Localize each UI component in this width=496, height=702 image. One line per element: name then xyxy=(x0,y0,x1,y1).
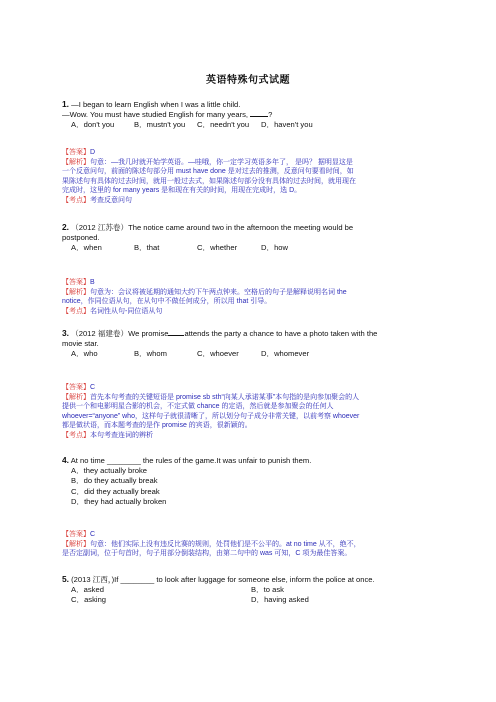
options xyxy=(71,243,442,253)
point-text: 考查反意问句 xyxy=(90,196,132,204)
option-c: C．did they actually break xyxy=(71,486,160,496)
document-title: 英语特殊句式试题 xyxy=(206,75,290,86)
point-tag: 【考点】 xyxy=(62,307,90,315)
answer-blank xyxy=(250,116,268,117)
answer-blank xyxy=(168,335,184,336)
question-number: 3. xyxy=(62,328,69,338)
option-b: B．whom xyxy=(134,349,167,359)
analysis-tag: 【解析】 xyxy=(62,393,90,401)
option-a: A．who xyxy=(71,349,98,359)
answer-block-4 xyxy=(62,530,442,559)
options xyxy=(71,120,442,130)
analysis-line: 是否定副词，位于句首时，句子用部分倒装结构，由第二句中的 was 可知，C 项为最佳答案。 xyxy=(62,550,352,558)
point-text: 名词性从句-同位语从句 xyxy=(90,307,163,315)
answer-tag: 【答案】 xyxy=(62,279,90,286)
option-d: D．they had actually broken xyxy=(71,496,167,506)
analysis-line: 完成时，这里的 for many years 是和现在有关的时间，用现在完成时，选 D。 xyxy=(62,187,302,195)
analysis-line: notice，作同位语从句，在从句中不做任何成分，所以用 that 引导。 xyxy=(62,298,272,306)
option-b: B．to ask xyxy=(251,585,284,595)
answer-value: C xyxy=(90,531,96,538)
analysis-tag: 【解析】 xyxy=(62,158,90,166)
answer-tag: 【答案】 xyxy=(62,149,90,156)
option-a: A．don't you xyxy=(71,120,115,130)
answer-value: D xyxy=(90,149,96,156)
answer-block-2 xyxy=(62,278,442,316)
answer-tag: 【答案】 xyxy=(62,531,90,538)
analysis-line: 句意：他们实际上没有违反比赛的规则，处罚他们是不公平的。at no time 从不，绝不， xyxy=(90,540,361,548)
question-stem-line2: postponed. xyxy=(62,233,100,243)
option-d: D．how xyxy=(261,243,289,253)
question-number: 4. xyxy=(62,455,69,465)
option-a: A．when xyxy=(71,243,102,253)
question-stem-line2: movie star. xyxy=(62,339,99,349)
option-b: B．mustn't you xyxy=(134,120,186,130)
analysis-line: 一个反意问句，前面的陈述句部分用 must have done 是对过去的推测，反意问句要看时间，如 xyxy=(62,168,354,176)
question-2 xyxy=(62,222,442,254)
analysis-line: 果陈述句有具体的过去时间，就用一般过去式，如果陈述句部分没有具体的过去时间，就用现在 xyxy=(62,177,356,185)
option-a: A．they actually broke xyxy=(71,466,147,476)
option-a: A．asked xyxy=(71,585,104,595)
point-tag: 【考点】 xyxy=(62,196,90,204)
option-c: C．whether xyxy=(197,243,238,253)
option-d: D．having asked xyxy=(251,595,309,605)
option-b: B．that xyxy=(134,243,160,253)
analysis-tag: 【解析】 xyxy=(62,288,90,296)
question-stem: （2012 江苏卷）The notice came around two in the afternoon the meeting would be xyxy=(71,223,354,232)
options xyxy=(71,585,442,605)
answer-value: B xyxy=(90,279,95,286)
question-stem-cont: attends the party a chance to have a photo taken with the xyxy=(184,329,378,338)
answer-block-1 xyxy=(62,148,442,206)
option-c: C．whoever xyxy=(197,349,239,359)
question-1 xyxy=(62,99,442,131)
point-text: 本句考查连词的辨析 xyxy=(90,431,153,439)
question-3 xyxy=(62,328,442,360)
answer-value: C xyxy=(90,384,96,391)
option-b: B．do they actually break xyxy=(71,476,158,486)
analysis-tag: 【解析】 xyxy=(62,540,90,548)
question-stem: (2013 江西，)If ________ to look after luggage for someone else, inform the police at once. xyxy=(71,575,375,584)
question-stem-line2: —Wow. You must have studied English for many years, xyxy=(62,110,251,120)
option-d: D．haven't you xyxy=(261,120,313,130)
option-c: C．asking xyxy=(71,595,107,605)
question-4 xyxy=(62,455,442,507)
analysis-line: 首先本句考查的关键短语是 promise sb sth“向某人承诺某事”本句指的是向参加聚会的人 xyxy=(90,393,360,401)
question-mark: ? xyxy=(268,110,273,120)
question-stem: （2012 福建卷）We promise xyxy=(71,329,169,338)
analysis-line: 都是做状语，而本题考查的是作 promise 的宾语，很新颖的。 xyxy=(62,422,252,430)
question-stem: —I began to learn English when I was a little child. xyxy=(71,100,241,109)
options xyxy=(71,349,442,359)
analysis-line: whoever=“anyone” who，这样句子就很清晰了，所以划分句子成分非常关键，以前考察 whoever xyxy=(62,412,360,420)
option-d: D．whomever xyxy=(261,349,310,359)
question-number: 5. xyxy=(62,574,69,584)
option-c: C．needn't you xyxy=(197,120,250,130)
question-number: 1. xyxy=(62,99,69,109)
analysis-line: 句意为：会议将被延期的通知大约下午两点钟来。空格后的句子是解释说明名词 the xyxy=(90,288,347,296)
point-tag: 【考点】 xyxy=(62,431,90,439)
question-stem: At no time ________ the rules of the game.It was unfair to punish them. xyxy=(70,456,312,465)
question-number: 2. xyxy=(62,222,69,232)
answer-tag: 【答案】 xyxy=(62,384,90,391)
analysis-line: 提供一个和电影明星合影的机会，不定式做 chance 的定语，然后就是参加聚会的任何人 xyxy=(62,403,334,411)
analysis-line: 句意：—我几时就开始学英语。—哇哦，你一定学习英语多年了， 是吗？ 据明显这是 xyxy=(90,158,353,166)
answer-block-3 xyxy=(62,383,442,441)
question-5 xyxy=(62,574,442,606)
